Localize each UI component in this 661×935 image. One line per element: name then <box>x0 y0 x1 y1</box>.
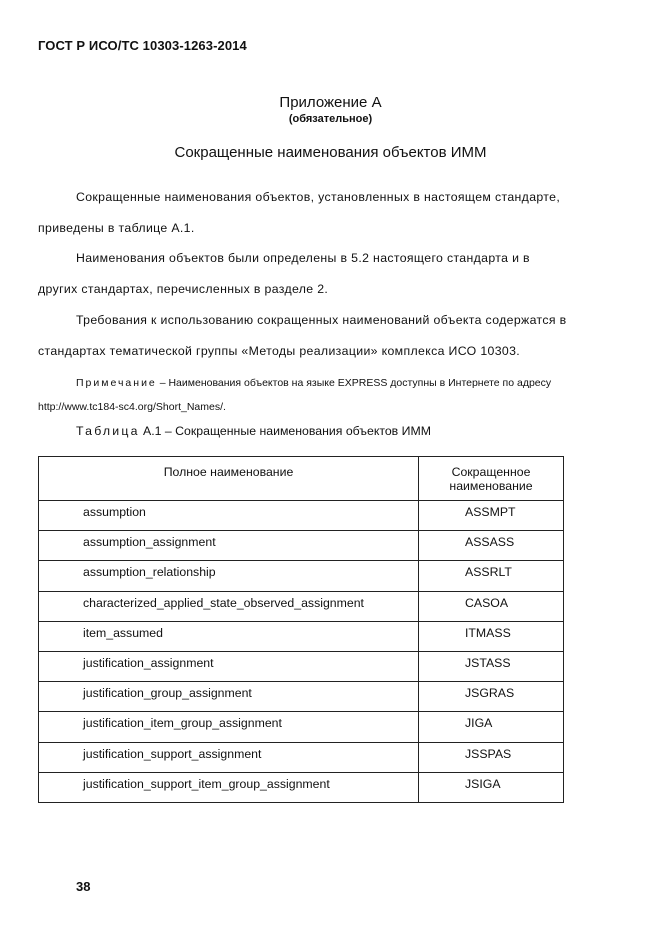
table-caption <box>76 424 431 438</box>
paragraph-1-line-2: приведены в таблице А.1. <box>38 221 195 235</box>
row-short-name: ASSMPT <box>419 501 564 531</box>
appendix-subtitle: (обязательное) <box>288 113 373 125</box>
paragraph-2-line-2: других стандартах, перечисленных в разделе 2. <box>38 282 329 296</box>
note-dash: – <box>159 377 166 389</box>
paragraph-3-line-2: стандартах тематической группы «Методы реализации» комплекса ИСО 10303. <box>38 344 521 358</box>
header-short-name <box>419 457 564 501</box>
header-full-name: Полное наименование <box>39 457 419 501</box>
row-full-name: item_assumed <box>39 621 419 651</box>
row-full-name: justification_group_assignment <box>39 682 419 712</box>
row-short-name: CASOA <box>419 591 564 621</box>
table-row <box>39 531 564 561</box>
abbreviations-table <box>38 456 564 803</box>
paragraph-3 <box>38 305 604 367</box>
note-label: Примечание <box>76 377 157 389</box>
table-row <box>39 712 564 742</box>
section-title: Сокращенные наименования объектов ИММ <box>174 144 487 161</box>
paragraph-2 <box>38 243 604 305</box>
row-full-name: justification_support_item_group_assignment <box>39 772 419 802</box>
row-full-name: assumption <box>39 501 419 531</box>
appendix-title: Приложение А <box>279 94 382 111</box>
row-full-name: assumption_relationship <box>39 561 419 591</box>
row-short-name: JSSPAS <box>419 742 564 772</box>
row-short-name: ITMASS <box>419 621 564 651</box>
table-caption-text: А.1 – Сокращенные наименования объектов ИММ <box>143 424 431 438</box>
table-row <box>39 651 564 681</box>
paragraph-3-line-1: Требования к использованию сокращенных наименований объекта содержатся в <box>76 313 567 327</box>
table-row <box>39 591 564 621</box>
row-full-name: justification_item_group_assignment <box>39 712 419 742</box>
row-short-name: JSTASS <box>419 651 564 681</box>
table-row <box>39 742 564 772</box>
table-row <box>39 682 564 712</box>
document-code-header: ГОСТ Р ИСО/ТС 10303-1263-2014 <box>38 38 247 53</box>
page-number: 38 <box>76 879 91 894</box>
table-header-row <box>39 457 564 501</box>
row-short-name: JIGA <box>419 712 564 742</box>
paragraph-1-line-1: Сокращенные наименования объектов, установленных в настоящем стандарте, <box>76 190 561 204</box>
table-row <box>39 561 564 591</box>
table-row <box>39 772 564 802</box>
row-full-name: assumption_assignment <box>39 531 419 561</box>
paragraph-1 <box>38 182 604 244</box>
table-caption-lead: Таблица <box>76 424 140 438</box>
row-full-name: characterized_applied_state_observed_assignment <box>39 591 419 621</box>
header-short-name-line-1: Сокращенное <box>451 465 531 479</box>
note-text-line-1: Наименования объектов на языке EXPRESS доступны в Интернете по адресу <box>168 377 552 389</box>
row-full-name: justification_assignment <box>39 651 419 681</box>
table-row <box>39 501 564 531</box>
note-block <box>38 371 608 419</box>
header-short-name-line-2: наименование <box>449 479 533 493</box>
row-full-name: justification_support_assignment <box>39 742 419 772</box>
row-short-name: JSIGA <box>419 772 564 802</box>
row-short-name: ASSRLT <box>419 561 564 591</box>
row-short-name: ASSASS <box>419 531 564 561</box>
paragraph-2-line-1: Наименования объектов были определены в 5.2 настоящего стандарта и в <box>76 251 530 265</box>
table-row <box>39 621 564 651</box>
note-url: http://www.tc184-sc4.org/Short_Names/. <box>38 401 226 413</box>
row-short-name: JSGRAS <box>419 682 564 712</box>
